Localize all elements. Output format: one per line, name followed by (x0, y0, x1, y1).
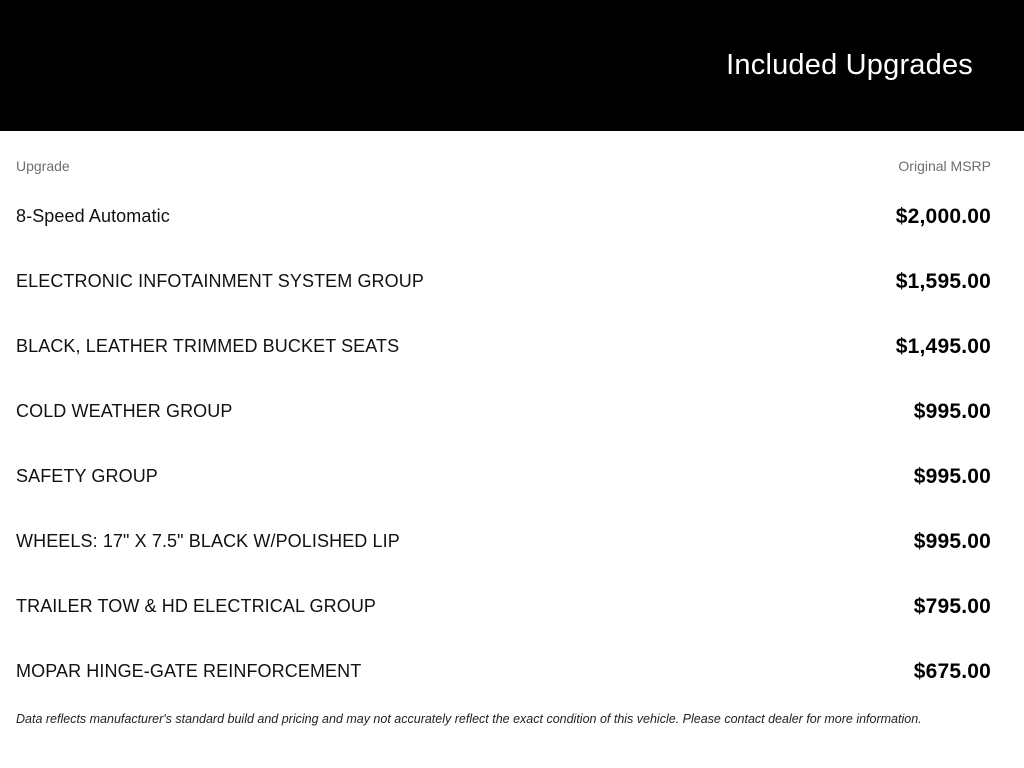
upgrade-price: $995.00 (913, 464, 991, 488)
upgrade-price: $1,595.00 (895, 269, 991, 293)
upgrade-price: $2,000.00 (895, 204, 991, 228)
column-header-msrp: Original MSRP (898, 158, 991, 174)
upgrade-price: $1,495.00 (895, 334, 991, 358)
table-header-row (16, 157, 991, 175)
upgrade-label: BLACK, LEATHER TRIMMED BUCKET SEATS (16, 336, 400, 356)
table-row (16, 314, 991, 379)
upgrade-label: SAFETY GROUP (16, 466, 158, 486)
table-row (16, 379, 991, 444)
table-row (16, 639, 991, 704)
upgrade-price: $995.00 (913, 529, 991, 553)
upgrades-table (16, 184, 991, 704)
upgrade-label: TRAILER TOW & HD ELECTRICAL GROUP (16, 596, 377, 616)
upgrade-price: $675.00 (913, 659, 991, 683)
table-row (16, 184, 991, 249)
page-title: Included Upgrades (726, 49, 973, 81)
column-header-upgrade: Upgrade (16, 158, 70, 174)
header-banner (0, 0, 1024, 131)
upgrades-section (0, 157, 1024, 727)
upgrade-label: MOPAR HINGE-GATE REINFORCEMENT (16, 661, 362, 681)
upgrade-label: 8-Speed Automatic (16, 206, 170, 226)
disclaimer-text: Data reflects manufacturer's standard build and pricing and may not accurately reflect the exact condition of this vehicle. Please contact dealer for more information. (16, 712, 922, 726)
upgrade-label: COLD WEATHER GROUP (16, 401, 233, 421)
upgrade-label: ELECTRONIC INFOTAINMENT SYSTEM GROUP (16, 271, 424, 291)
upgrade-price: $795.00 (913, 594, 991, 618)
table-row (16, 249, 991, 314)
upgrade-price: $995.00 (913, 399, 991, 423)
table-row (16, 444, 991, 509)
table-row (16, 574, 991, 639)
upgrade-label: WHEELS: 17" X 7.5" BLACK W/POLISHED LIP (16, 531, 400, 551)
table-row (16, 509, 991, 574)
